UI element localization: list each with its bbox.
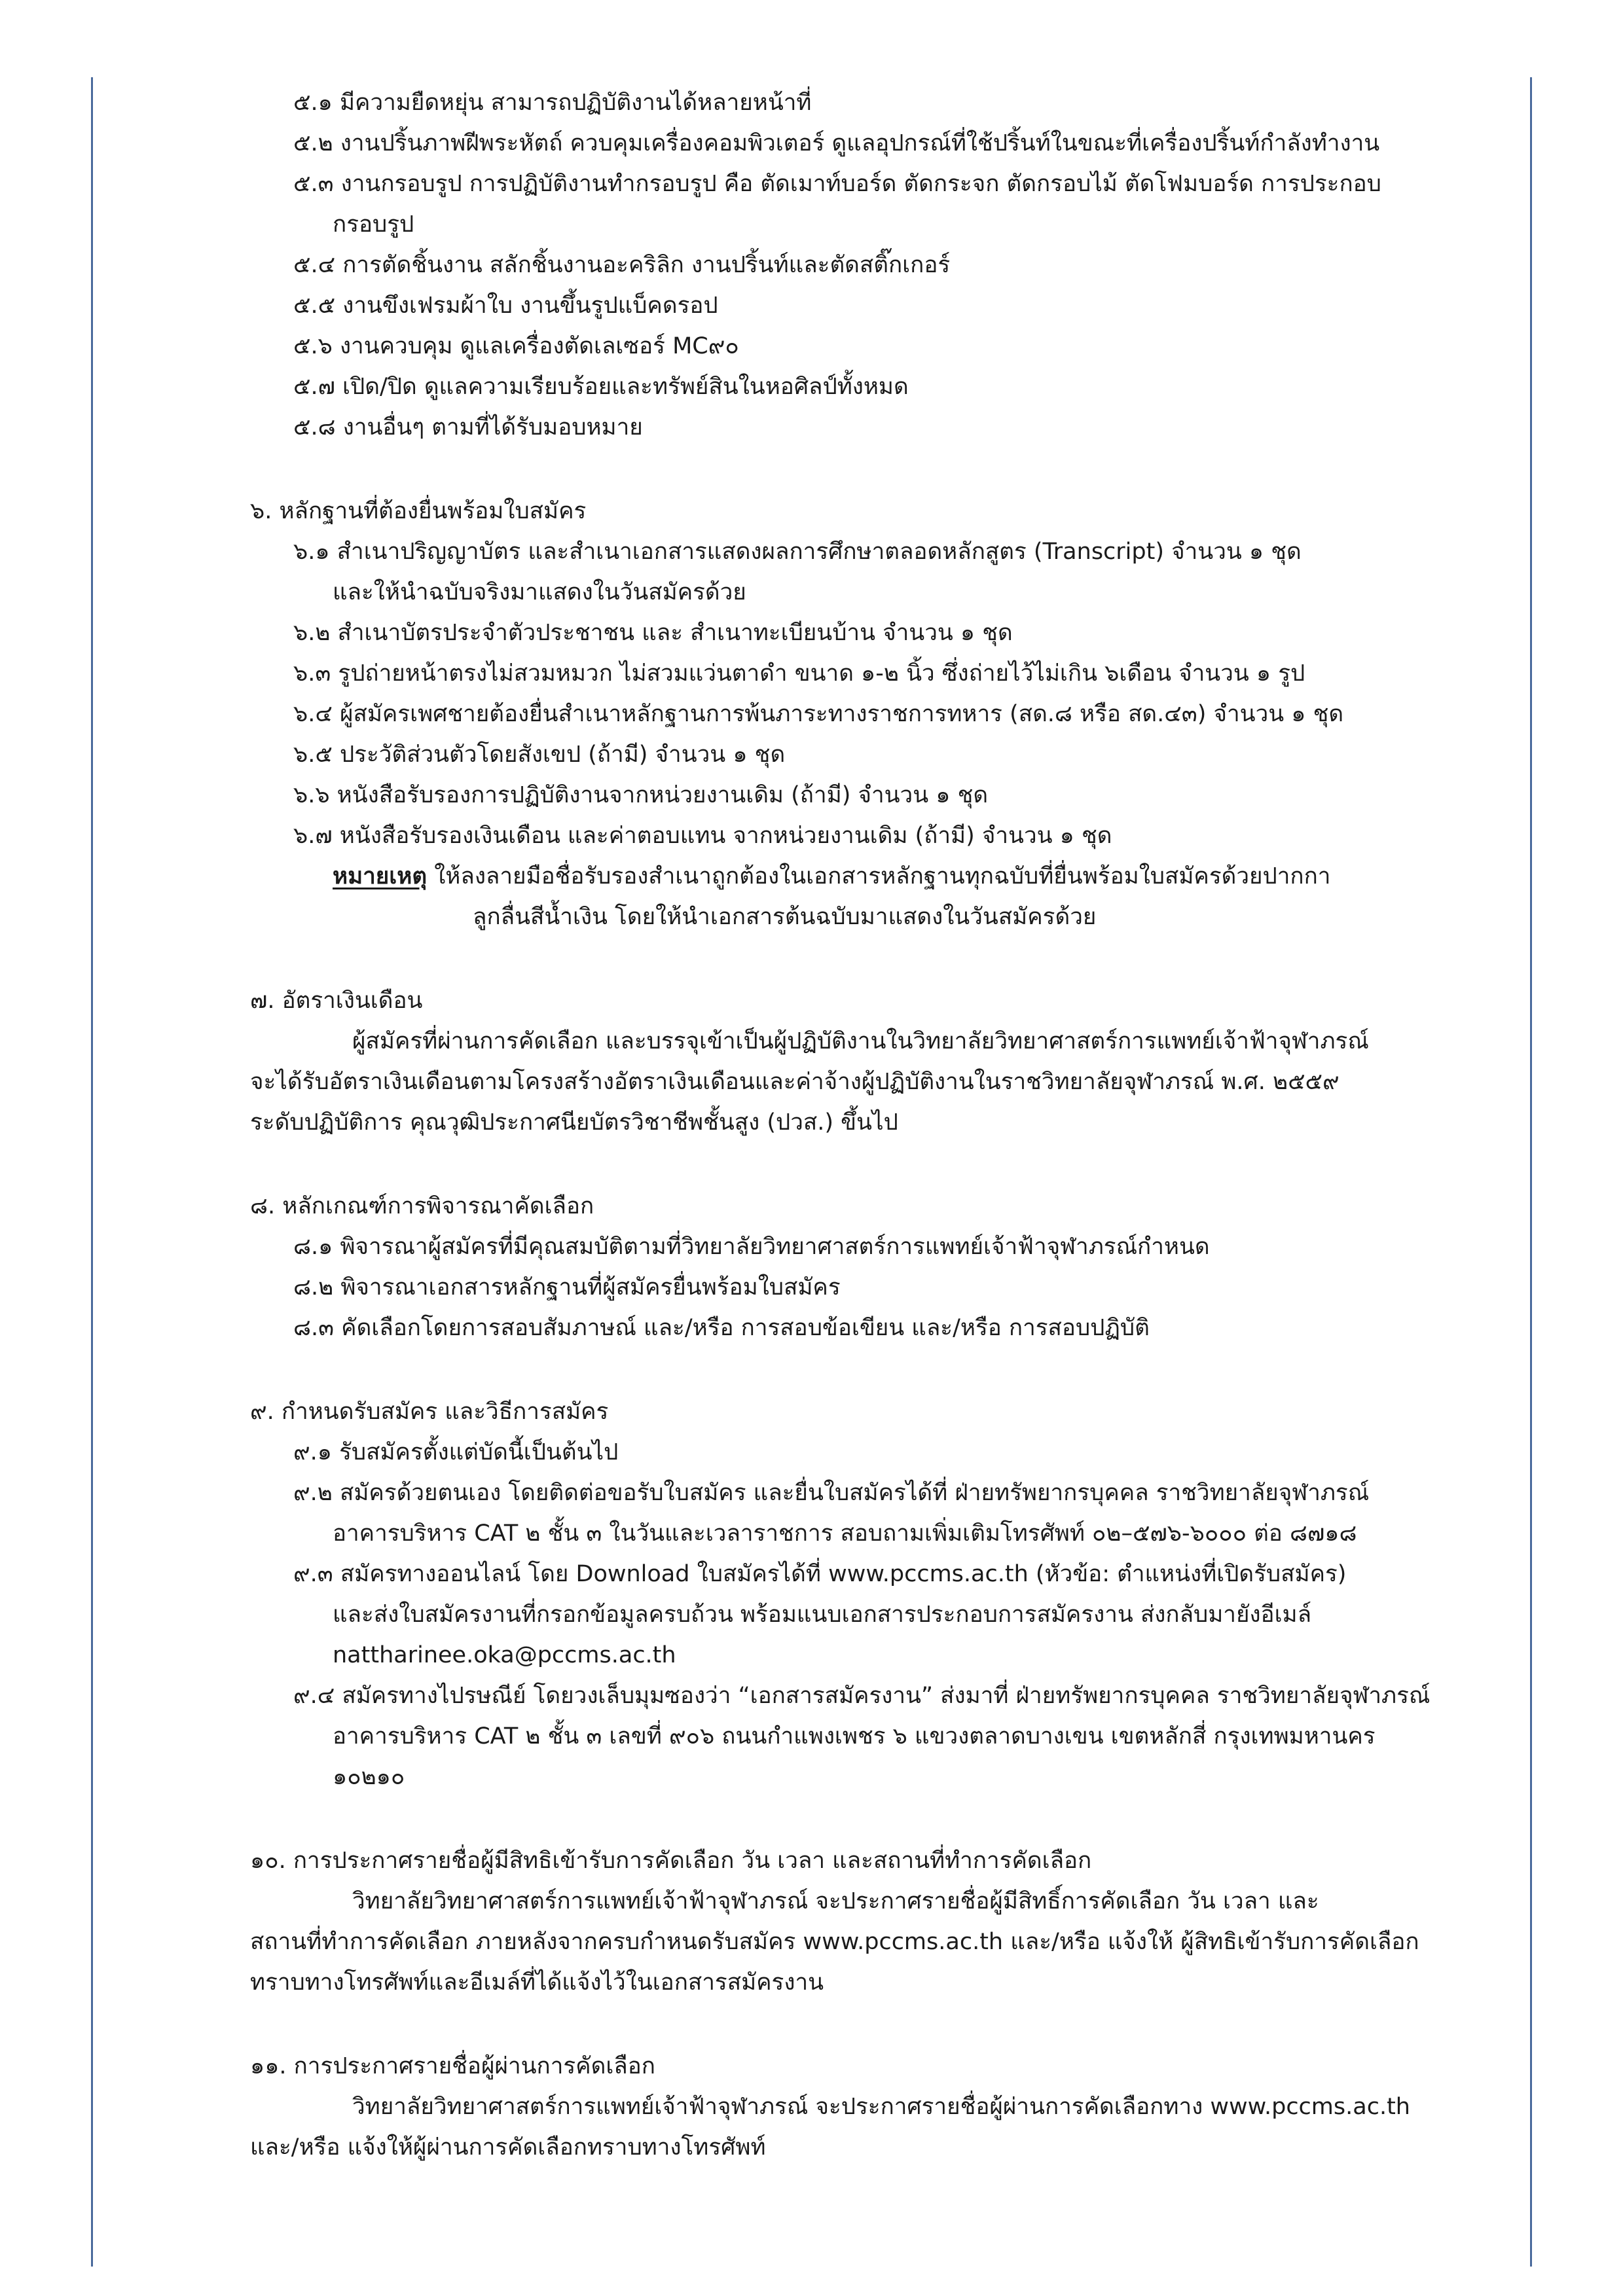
section6-note xyxy=(333,856,1330,897)
section6-item: ๖.๗ หนังสือรับรองเงินเดือน และค่าตอบแทน จากหน่วยงานเดิม (ถ้ามี) จำนวน ๑ ชุด xyxy=(293,823,1112,849)
section5-item: ๕.๒ งานปริ้นภาพฝีพระหัตถ์ ควบคุมเครื่องคอมพิวเตอร์ ดูแลอุปกรณ์ที่ใช้ปริ้นท์ในขณะที่เครื่องปริ้นท์กำลังทำงาน xyxy=(293,130,1380,156)
section9-item: ๙.๒ สมัครด้วยตนเอง โดยติดต่อขอรับใบสมัคร และยื่นใบสมัครได้ที่ ฝ่ายทรัพยากรบุคคล ราชวิทยาลัยจุฬาภรณ์ xyxy=(293,1480,1370,1506)
section6-heading: ๖. หลักฐานที่ต้องยื่นพร้อมใบสมัคร xyxy=(250,498,587,524)
postal-code: ๑๐๒๑๐ xyxy=(333,1764,405,1790)
section5-item: ๕.๔ การตัดชิ้นงาน สลักชิ้นงานอะคริลิก งานปริ้นท์และตัดสติ๊กเกอร์ xyxy=(293,252,951,278)
section6-item: ๖.๒ สำเนาบัตรประจำตัวประชาชน และ สำเนาทะเบียนบ้าน จำนวน ๑ ชุด xyxy=(293,620,1013,646)
section6-item: ๖.๓ รูปถ่ายหน้าตรงไม่สวมหมวก ไม่สวมแว่นตาดำ ขนาด ๑-๒ นิ้ว ซึ่งถ่ายไว้ไม่เกิน ๖เดือน จำนวน ๑ รูป xyxy=(293,660,1305,687)
section5-item: ๕.๘ งานอื่นๆ ตามที่ได้รับมอบหมาย xyxy=(293,414,643,440)
section6-item-continuation: และให้นำฉบับจริงมาแสดงในวันสมัครด้วย xyxy=(333,579,746,605)
section10-paragraph-line: สถานที่ทำการคัดเลือก ภายหลังจากครบกำหนดรับสมัคร www.pccms.ac.th และ/หรือ แจ้งให้ ผู้สิทธิเข้ารับการคัดเลือก xyxy=(250,1929,1419,1955)
section10-paragraph-line: ทราบทางโทรศัพท์และอีเมล์ที่ได้แจ้งไว้ในเอกสารสมัครงาน xyxy=(250,1969,824,1996)
section11-heading: ๑๑. การประกาศรายชื่อผู้ผ่านการคัดเลือก xyxy=(250,2053,655,2079)
section6-item: ๖.๔ ผู้สมัครเพศชายต้องยื่นสำเนาหลักฐานการพ้นภาระทางราชการทหาร (สด.๘ หรือ สด.๔๓) จำนวน ๑ ชุด xyxy=(293,701,1344,727)
section7-paragraph-line: ผู้สมัครที่ผ่านการคัดเลือก และบรรจุเข้าเป็นผู้ปฏิบัติงานในวิทยาลัยวิทยาศาสตร์การแพทย์เจ้าฟ้าจุฬาภรณ์ xyxy=(352,1028,1369,1054)
section9-item: ๙.๔ สมัครทางไปรษณีย์ โดยวงเล็บมุมซองว่า “เอกสารสมัครงาน” ส่งมาที่ ฝ่ายทรัพยากรบุคคล ราชวิทยาลัยจุฬาภรณ์ xyxy=(293,1683,1431,1709)
section5-item: ๕.๓ งานกรอบรูป การปฏิบัติงานทำกรอบรูป คือ ตัดเมาท์บอร์ด ตัดกระจก ตัดกรอบไม้ ตัดโฟมบอร์ด การประกอบ xyxy=(293,171,1381,197)
section6-item: ๖.๕ ประวัติส่วนตัวโดยสังเขป (ถ้ามี) จำนวน ๑ ชุด xyxy=(293,742,786,768)
left-margin-rule xyxy=(91,77,93,2267)
section5-item: ๕.๗ เปิด/ปิด ดูแลความเรียบร้อยและทรัพย์สินในหอศิลป์ทั้งหมด xyxy=(293,374,909,400)
right-margin-rule xyxy=(1530,77,1532,2267)
section10-paragraph-line: วิทยาลัยวิทยาศาสตร์การแพทย์เจ้าฟ้าจุฬาภรณ์ จะประกาศรายชื่อผู้มีสิทธิ์การคัดเลือก วัน เวลา และ xyxy=(352,1888,1319,1914)
section9-item-continuation: อาคารบริหาร CAT ๒ ชั้น ๓ ในวันและเวลาราชการ สอบถามเพิ่มเติมโทรศัพท์ ๐๒–๕๗๖-๖๐๐๐ ต่อ ๘๗๑๘ xyxy=(333,1520,1357,1547)
section7-heading: ๗. อัตราเงินเดือน xyxy=(250,988,423,1014)
section9-item-continuation: และส่งใบสมัครงานที่กรอกข้อมูลครบถ้วน พร้อมแนบเอกสารประกอบการสมัครงาน ส่งกลับมายังอีเมล์ xyxy=(333,1602,1312,1628)
section5-item: ๕.๖ งานควบคุม ดูแลเครื่องตัดเลเซอร์ MC๙๐ xyxy=(293,333,739,359)
section5-item: ๕.๑ มีความยืดหยุ่น สามารถปฏิบัติงานได้หลายหน้าที่ xyxy=(293,90,812,116)
section7-paragraph-line: ระดับปฏิบัติการ คุณวุฒิประกาศนียบัตรวิชาชีพชั้นสูง (ปวส.) ขึ้นไป xyxy=(250,1109,898,1136)
section11-paragraph-line: วิทยาลัยวิทยาศาสตร์การแพทย์เจ้าฟ้าจุฬาภรณ์ จะประกาศรายชื่อผู้ผ่านการคัดเลือกทาง www.pccms.ac.th xyxy=(352,2094,1410,2120)
section5-item-continuation: กรอบรูป xyxy=(333,211,414,238)
section8-item: ๘.๒ พิจารณาเอกสารหลักฐานที่ผู้สมัครยื่นพร้อมใบสมัคร xyxy=(293,1274,841,1300)
section5-item: ๕.๕ งานขึงเฟรมผ้าใบ งานขึ้นรูปแบ็คดรอป xyxy=(293,293,718,319)
section9-item: ๙.๓ สมัครทางออนไลน์ โดย Download ใบสมัครได้ที่ www.pccms.ac.th (หัวข้อ: ตำแหน่งที่เปิดรับสมัคร) xyxy=(293,1561,1347,1587)
section9-item-continuation: อาคารบริหาร CAT ๒ ชั้น ๓ เลขที่ ๙๐๖ ถนนกำแพงเพชร ๖ แขวงตลาดบางเขน เขตหลักสี่ กรุงเทพมหานคร xyxy=(333,1723,1376,1749)
note-label: หมายเหตุ xyxy=(333,863,428,889)
note-text: ให้ลงลายมือชื่อรับรองสำเนาถูกต้องในเอกสารหลักฐานทุกฉบับที่ยื่นพร้อมใบสมัครด้วยปากกา xyxy=(427,863,1331,889)
section9-item: ๙.๑ รับสมัครตั้งแต่บัดนี้เป็นต้นไป xyxy=(293,1439,619,1465)
section9-heading: ๙. กำหนดรับสมัคร และวิธีการสมัคร xyxy=(250,1399,609,1425)
section7-paragraph-line: จะได้รับอัตราเงินเดือนตามโครงสร้างอัตราเงินเดือนและค่าจ้างผู้ปฏิบัติงานในราชวิทยาลัยจุฬาภรณ์ พ.ศ. ๒๕๕๙ xyxy=(250,1069,1340,1095)
section8-item: ๘.๓ คัดเลือกโดยการสอบสัมภาษณ์ และ/หรือ การสอบข้อเขียน และ/หรือ การสอบปฏิบัติ xyxy=(293,1315,1150,1341)
section8-item: ๘.๑ พิจารณาผู้สมัครที่มีคุณสมบัติตามที่วิทยาลัยวิทยาศาสตร์การแพทย์เจ้าฟ้าจุฬาภรณ์กำหนด xyxy=(293,1234,1210,1260)
section11-paragraph-line: และ/หรือ แจ้งให้ผู้ผ่านการคัดเลือกทราบทางโทรศัพท์ xyxy=(250,2134,766,2161)
section8-heading: ๘. หลักเกณฑ์การพิจารณาคัดเลือก xyxy=(250,1193,594,1219)
contact-email: nattharinee.oka@pccms.ac.th xyxy=(333,1642,676,1668)
section10-heading: ๑๐. การประกาศรายชื่อผู้มีสิทธิเข้ารับการคัดเลือก วัน เวลา และสถานที่ทำการคัดเลือก xyxy=(250,1848,1092,1874)
section6-item: ๖.๖ หนังสือรับรองการปฏิบัติงานจากหน่วยงานเดิม (ถ้ามี) จำนวน ๑ ชุด xyxy=(293,782,989,808)
section6-item: ๖.๑ สำเนาปริญญาบัตร และสำเนาเอกสารแสดงผลการศึกษาตลอดหลักสูตร (Transcript) จำนวน ๑ ชุด xyxy=(293,539,1302,565)
section6-note-continuation: ลูกลื่นสีน้ำเงิน โดยให้นำเอกสารต้นฉบับมาแสดงในวันสมัครด้วย xyxy=(473,904,1097,930)
